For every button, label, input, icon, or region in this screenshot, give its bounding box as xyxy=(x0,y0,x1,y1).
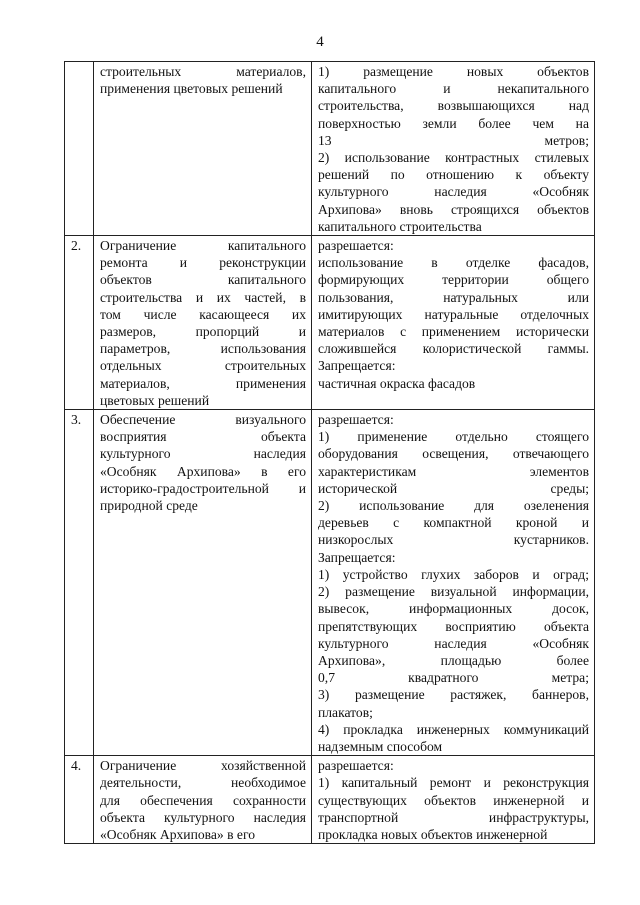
text-line: том числе касающееся их xyxy=(100,306,306,322)
text-line: применения цветовых решений xyxy=(100,81,283,97)
text-line: надземным способом xyxy=(318,738,443,754)
text-line: отдельных строительных xyxy=(100,358,306,374)
text-line: решений по отношению к объекту xyxy=(318,167,589,183)
text-line: Архипова», площадью более xyxy=(318,652,589,668)
requirement-cell xyxy=(94,62,312,236)
text-line: капитального и некапитального xyxy=(318,81,589,97)
text-line: капитального строительства xyxy=(318,218,482,234)
text-line: культурного наследия «Особняк xyxy=(318,184,589,200)
regulation-cell xyxy=(312,236,595,410)
text-line: 3) размещение растяжек, баннеров, xyxy=(318,687,589,703)
requirement-cell xyxy=(94,410,312,756)
text-line: пользования, натуральных или xyxy=(318,289,589,305)
requirement-cell xyxy=(94,236,312,410)
text-line: частичная окраска фасадов xyxy=(318,375,476,391)
text-line: природной среде xyxy=(100,498,198,514)
text-line: 13 метров; xyxy=(318,132,589,148)
text-line: разрешается: xyxy=(318,758,394,774)
requirement-cell xyxy=(94,756,312,844)
text-line: 1) устройство глухих заборов и оград; xyxy=(318,566,589,582)
text-line: Ограничение капитального xyxy=(100,238,306,254)
text-line: сложившейся колористической гаммы. xyxy=(318,341,589,357)
text-line: для обеспечения сохранности xyxy=(100,792,306,808)
text-line: Архипова» вновь строящихся объектов xyxy=(318,201,589,217)
text-line: историко-градостроительной и xyxy=(100,480,306,496)
table-row xyxy=(65,236,595,410)
text-line: Ограничение хозяйственной xyxy=(100,758,306,774)
row-number xyxy=(65,62,94,236)
text-line: строительства и их частей, в xyxy=(100,289,306,305)
text-line: исторической среды; xyxy=(318,480,589,496)
text-line: 2) размещение визуальной информации, xyxy=(318,584,589,600)
text-line: деревьев с компактной кроной и xyxy=(318,515,589,531)
text-line: прокладка новых объектов инженерной xyxy=(318,826,548,842)
text-line: использование в отделке фасадов, xyxy=(318,255,589,271)
text-line: культурного наследия «Особняк xyxy=(318,635,589,651)
text-line: Запрещается: xyxy=(318,549,396,565)
row-number: 3. xyxy=(65,410,94,756)
text-line: 1) размещение новых объектов xyxy=(318,64,589,79)
regulation-cell xyxy=(312,62,595,236)
table-row xyxy=(65,410,595,756)
text-line: материалов с применением исторически xyxy=(318,324,589,340)
text-line: транспортной инфраструктуры, xyxy=(318,809,589,825)
regulation-cell xyxy=(312,410,595,756)
text-line: 0,7 квадратного метра; xyxy=(318,670,589,686)
row-number: 4. xyxy=(65,756,94,844)
text-line: объектов капитального xyxy=(100,272,306,288)
regulation-cell xyxy=(312,756,595,844)
text-line: объекта культурного наследия xyxy=(100,809,306,825)
text-line: разрешается: xyxy=(318,412,394,428)
text-line: «Особняк Архипова» в его xyxy=(100,463,306,479)
text-line: параметров, использования xyxy=(100,341,306,357)
row-number: 2. xyxy=(65,236,94,410)
text-line: строительства, возвышающихся над xyxy=(318,98,589,114)
text-line: вывесок, информационных досок, xyxy=(318,601,589,617)
text-line: существующих объектов инженерной и xyxy=(318,792,589,808)
text-line: материалов, применения xyxy=(100,375,306,391)
text-line: цветовых решений xyxy=(100,392,210,408)
text-line: строительных материалов, xyxy=(100,64,306,79)
text-line: 1) применение отдельно стоящего xyxy=(318,429,589,445)
text-line: формирующих территории общего xyxy=(318,272,589,288)
text-line: поверхностью земли более чем на xyxy=(318,115,589,131)
text-line: 2) использование контрастных стилевых xyxy=(318,150,589,166)
text-line: низкорослых кустарников. xyxy=(318,532,589,548)
text-line: 2) использование для озеленения xyxy=(318,498,589,514)
text-line: имитирующих натуральные отделочных xyxy=(318,306,589,322)
text-line: деятельности, необходимое xyxy=(100,775,306,791)
text-line: Запрещается: xyxy=(318,358,396,374)
page-number: 4 xyxy=(316,34,324,50)
text-line: оборудования освещения, отвечающего xyxy=(318,446,589,462)
text-line: характеристикам элементов xyxy=(318,463,589,479)
text-line: 4) прокладка инженерных коммуникаций xyxy=(318,721,589,737)
text-line: восприятия объекта xyxy=(100,429,306,445)
text-line: «Особняк Архипова» в его xyxy=(100,826,256,842)
text-line: Обеспечение визуального xyxy=(100,412,306,428)
regulations-table xyxy=(64,61,595,844)
table-row xyxy=(65,62,595,236)
text-line: препятствующих восприятию объекта xyxy=(318,618,589,634)
text-line: 1) капитальный ремонт и реконструкция xyxy=(318,775,589,791)
text-line: плакатов; xyxy=(318,704,373,720)
table-row xyxy=(65,756,595,844)
text-line: культурного наследия xyxy=(100,446,306,462)
text-line: разрешается: xyxy=(318,238,394,254)
text-line: ремонта и реконструкции xyxy=(100,255,306,271)
text-line: размеров, пропорций и xyxy=(100,324,306,340)
